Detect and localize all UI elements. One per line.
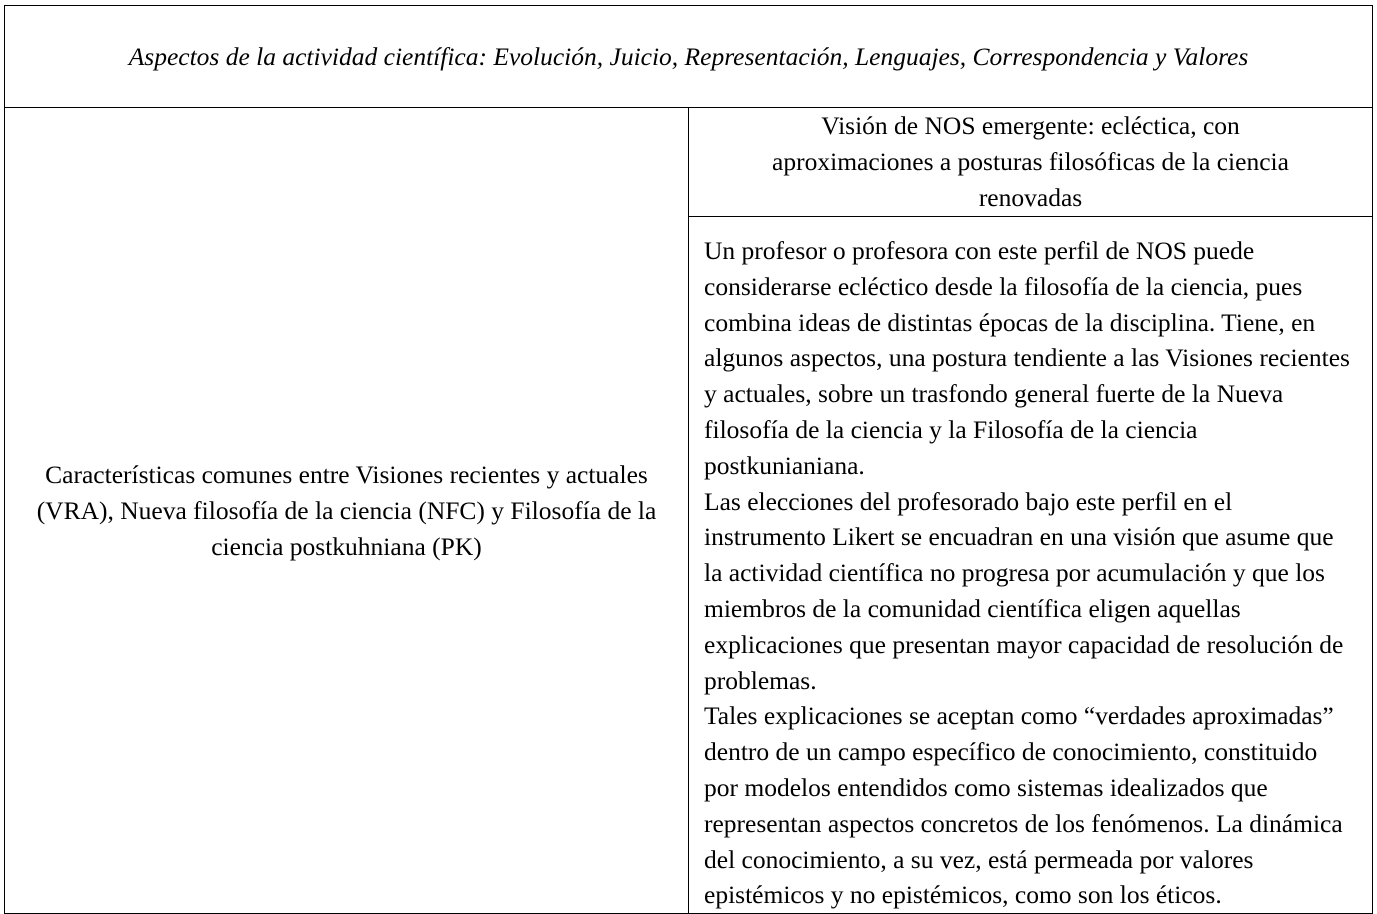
- header-row: [5, 6, 1373, 108]
- profile-description-cell: [689, 217, 1373, 914]
- description-paragraph-2: Las elecciones del profesorado bajo este perfil en el instrumento Likert se encuadran en una visión que asume que la actividad científica no progresa por acumulación y que los miembros de la comunidad científica eligen aquellas explicaciones que presentan mayor capacidad de resolución de problemas.: [704, 486, 1344, 695]
- subheader-row: [5, 108, 1373, 217]
- table-header-text: Aspectos de la actividad científica: Evolución, Juicio, Representación, Lenguajes, Correspondencia y Valores: [128, 42, 1249, 71]
- table-header-cell: [5, 6, 1373, 108]
- row-label-text: Características comunes entre Visiones recientes y actuales (VRA), Nueva filosofía de la ciencia (NFC) y Filosofía de la ciencia postkuhniana (PK): [36, 459, 657, 561]
- profile-title-cell: [689, 108, 1373, 217]
- row-label-cell: [5, 108, 689, 914]
- description-paragraph-1: Un profesor o profesora con este perfil de NOS puede considerarse ecléctico desde la filosofía de la ciencia, pues combina ideas de distintas épocas de la disciplina. Tiene, en algunos aspectos, una postura tendiente a las Visiones recientes y actuales, sobre un trasfondo general fuerte de la Nueva filosofía de la ciencia y la Filosofía de la ciencia postkunianiana.: [704, 236, 1350, 480]
- nos-profile-table: [4, 5, 1373, 914]
- profile-title-text: Visión de NOS emergente: ecléctica, con aproximaciones a posturas filosóficas de la ciencia renovadas: [772, 111, 1289, 212]
- description-paragraph-3: Tales explicaciones se aceptan como “verdades aproximadas” dentro de un campo específico de conocimiento, constituido por modelos entendidos como sistemas idealizados que representan aspectos concretos de los fenómenos. La dinámica del conocimiento, a su vez, está permeada por valores epistémicos y no epistémicos, como son los éticos.: [704, 701, 1343, 910]
